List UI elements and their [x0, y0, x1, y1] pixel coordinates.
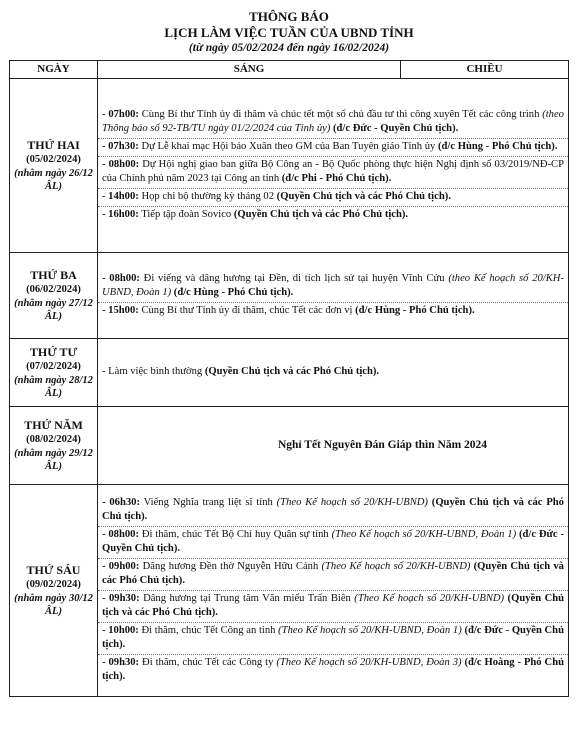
activity-text: Dự Hội nghị giao ban giữa Bộ Công an - Bộ Quốc phòng thực hiện Nghị định số 03/2019/NĐ-CP của Chính phủ năm 2023 tại Công an tỉnh	[102, 159, 564, 184]
activity-attendees: (đ/c Hùng - Phó Chủ tịch).	[437, 141, 558, 153]
activity-time: - 06h30:	[102, 497, 140, 509]
activity-item	[98, 559, 568, 591]
activity-item	[98, 364, 568, 381]
morning-cell	[98, 79, 569, 253]
activity-item	[98, 303, 568, 320]
activity-attendees: (đ/c Đức - Quyền Chủ tịch).	[102, 529, 564, 555]
day-lunar: (nhằm ngày 30/12 ÂL)	[14, 593, 93, 618]
activity-text: Cùng Bí thư Tỉnh ủy đi thăm và chúc tết một số chủ đầu tư thi công xuyên Tết các công trình	[138, 109, 543, 121]
activity-time: - 09h30:	[102, 593, 140, 604]
day-date: (07/02/2024)	[26, 361, 81, 373]
activity-attendees: (Quyền Chủ tịch và các Phó Chủ tịch).	[102, 593, 565, 618]
day-cell	[10, 79, 98, 253]
day-lunar: (nhằm ngày 26/12 ÂL)	[14, 168, 93, 193]
day-name: THỨ SÁU	[26, 562, 81, 577]
day-row	[10, 485, 569, 697]
morning-cell	[98, 339, 569, 407]
activity-time: - 07h30:	[102, 141, 139, 153]
activity-text: Dự Lễ khai mạc Hội báo Xuân theo GM của Ban Tuyên giáo Tỉnh ủy	[138, 141, 438, 153]
activity-note: (Theo Kế hoạch số 20/KH-UBND, Đoàn 1)	[331, 529, 517, 541]
activity-attendees: (Quyền Chủ tịch và các Phó Chủ tịch).	[102, 497, 564, 523]
activity-note: (Theo Kế hoạch số 20/KH-UBND)	[276, 497, 428, 509]
activity-text: Dâng hương tại Trung tâm Văn miếu Trấn Biên	[139, 593, 355, 604]
holiday-cell: Nghỉ Tết Nguyên Đán Giáp thìn Năm 2024	[98, 407, 569, 485]
activity-item	[98, 527, 568, 559]
activity-item	[98, 107, 568, 139]
activity-item	[98, 655, 568, 686]
activity-item	[98, 189, 568, 207]
activity-time: - 08h00:	[102, 529, 139, 541]
activity-attendees: (Quyền Chủ tịch và các Phó Chủ tịch).	[233, 208, 409, 220]
activity-text: Đi viếng và dâng hương tại Đền, di tích lịch sử tại huyện Vĩnh Cửu	[139, 273, 449, 285]
activity-text: Họp chi bộ thường kỳ tháng 02	[138, 190, 277, 202]
day-name: THỨ TƯ	[29, 344, 78, 359]
day-row	[10, 79, 569, 253]
day-name: THỨ BA	[30, 267, 77, 282]
activity-time: - 15h00:	[102, 304, 139, 316]
column-header-day: NGÀY	[10, 61, 98, 79]
day-date: (06/02/2024)	[26, 284, 81, 296]
column-header-morning: SÁNG	[98, 61, 401, 79]
morning-cell	[98, 485, 569, 697]
activity-text: Dâng hương Đền thờ Nguyễn Hữu Cảnh	[139, 561, 322, 573]
activity-attendees: (đ/c Hoàng - Phó Chủ tịch).	[102, 656, 564, 682]
activity-note: (Theo Kế hoạch số 20/KH-UBND, Đoàn 3)	[276, 656, 462, 668]
day-cell	[10, 485, 98, 697]
activity-item	[98, 207, 568, 224]
activity-time: - 14h00:	[102, 190, 139, 202]
activity-attendees: (đ/c Đức - Quyền Chủ tịch).	[102, 624, 564, 650]
day-cell	[10, 339, 98, 407]
schedule-title: LỊCH LÀM VIỆC TUẦN CỦA UBND TỈNH	[164, 25, 414, 40]
schedule-table	[9, 60, 569, 697]
activity-note: (theo Thông báo số 92-TB/TU ngày 01/2/2024 của Tỉnh ủy)	[102, 109, 564, 135]
activity-item	[98, 271, 568, 303]
activity-note: (Theo Kế hoạch số 20/KH-UBND)	[354, 593, 505, 604]
activity-time: - 07h00:	[102, 109, 139, 121]
activity-time: - 09h30:	[102, 656, 140, 668]
activity-attendees: (Quyền Chủ tịch và các Phó Chủ tịch).	[276, 190, 451, 202]
activity-text: Đi thăm, chúc Tết các Công ty	[139, 656, 277, 668]
activity-item	[98, 623, 568, 655]
activity-text: Đi thăm, chúc Tết Công an tỉnh	[138, 624, 279, 636]
day-lunar: (nhằm ngày 28/12 ÂL)	[14, 375, 93, 400]
activity-time: - 08h00:	[102, 273, 140, 285]
activity-time: - 09h00:	[102, 561, 140, 573]
activity-attendees: (Quyền Chủ tịch và các Phó Chủ tịch).	[102, 561, 564, 587]
activity-note: (Theo Kế hoạch số 20/KH-UBND)	[321, 561, 471, 573]
activity-text: Viếng Nghĩa trang liệt sĩ tỉnh	[139, 497, 277, 509]
day-cell	[10, 253, 98, 339]
activity-text: Tiếp tập đoàn Sovico	[138, 208, 234, 220]
activity-item	[98, 139, 568, 157]
activity-item	[98, 591, 568, 623]
activity-attendees: (Quyền Chủ tịch và các Phó Chủ tịch).	[204, 366, 380, 378]
activity-attendees: (đ/c Hùng - Phó Chủ tịch).	[171, 287, 294, 299]
day-lunar: (nhằm ngày 27/12 ÂL)	[14, 298, 93, 323]
notice-title: THÔNG BÁO	[249, 9, 329, 24]
morning-cell	[98, 253, 569, 339]
day-date: (05/02/2024)	[26, 154, 81, 166]
activity-text: Đi thăm, chúc Tết Bộ Chỉ huy Quân sự tỉnh	[139, 529, 332, 541]
activity-note: (Theo Kế hoạch số 20/KH-UBND, Đoàn 1)	[278, 624, 462, 636]
activity-time: - 16h00:	[102, 208, 139, 220]
activity-note: (theo Kế hoạch số 20/KH-UBND, Đoàn 1)	[102, 273, 564, 299]
schedule-body	[10, 79, 569, 697]
day-cell	[10, 407, 98, 485]
day-name: THỨ NĂM	[24, 417, 83, 432]
day-name: THỨ HAI	[27, 137, 80, 152]
activity-item	[98, 157, 568, 189]
day-row	[10, 339, 569, 407]
day-date: (09/02/2024)	[26, 579, 81, 591]
activity-time: - 10h00:	[102, 624, 139, 636]
activity-attendees: (đ/c Phi - Phó Chủ tịch).	[281, 172, 392, 184]
day-row	[10, 407, 569, 485]
activity-attendees: (đ/c Đức - Quyền Chủ tịch).	[330, 123, 459, 135]
header-row	[10, 61, 569, 79]
activity-time: - 08h00:	[102, 159, 140, 171]
day-lunar: (nhằm ngày 29/12 ÂL)	[14, 448, 93, 473]
column-header-afternoon: CHIỀU	[401, 61, 569, 79]
day-row	[10, 253, 569, 339]
activity-text: Cùng Bí thư Tỉnh ủy đi thăm, chúc Tết các đơn vị	[138, 304, 356, 316]
activity-item	[98, 495, 568, 527]
day-date: (08/02/2024)	[26, 434, 81, 446]
activity-text: - Làm việc bình thường	[102, 366, 205, 378]
activity-attendees: (đ/c Hùng - Phó Chủ tịch).	[355, 304, 475, 316]
date-range: (từ ngày 05/02/2024 đến ngày 16/02/2024)	[188, 42, 390, 54]
